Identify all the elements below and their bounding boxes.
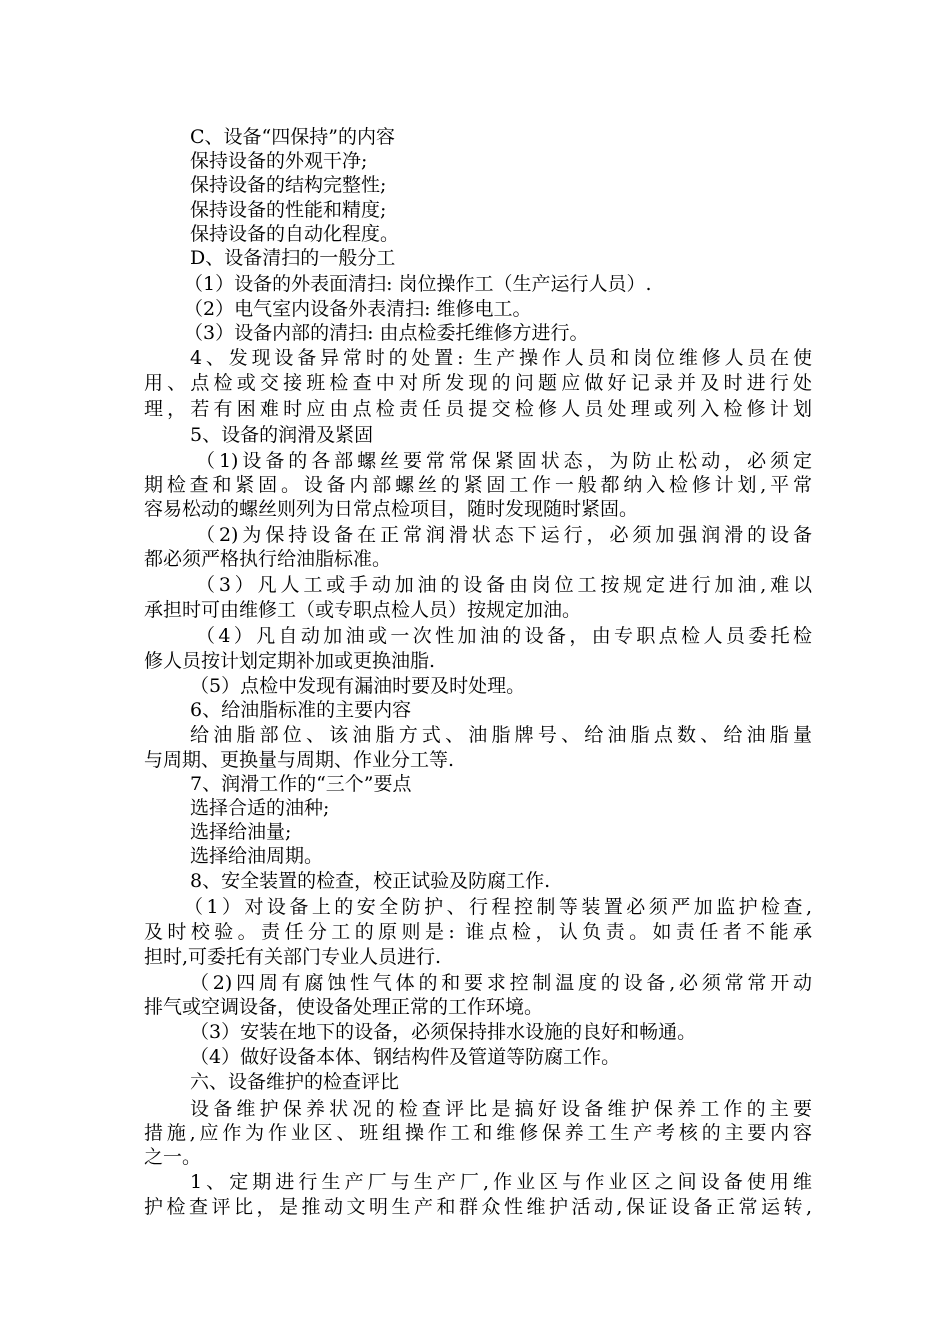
text-line: 6、给油脂标准的主要内容 (190, 699, 412, 721)
text-line: 修人员按计划定期补加或更换油脂. (144, 650, 436, 672)
text-line: D、设备清扫的一般分工 (190, 247, 396, 269)
text-line: （2)为保持设备在正常润滑状态下运行，必须加强润滑的设备 (196, 524, 812, 546)
text-line: 保持设备的性能和精度; (190, 199, 387, 221)
text-line: 选择给油周期。 (190, 845, 324, 867)
text-line: 给油脂部位、该油脂方式、油脂牌号、给油脂点数、给油脂量 (190, 724, 812, 746)
text-line: （4）凡自动加油或一次性加油的设备，由专职点检人员委托检 (196, 625, 812, 647)
text-line: 5、设备的润滑及紧固 (190, 424, 374, 446)
text-line: 之一。 (144, 1146, 202, 1168)
text-line: 容易松动的螺丝则列为日常点检项目，随时发现随时紧固。 (144, 498, 639, 520)
text-line: （1）设备的外表面清扫: 岗位操作工（生产运行人员）. (184, 273, 652, 295)
text-line: 保持设备的结构完整性; (190, 174, 387, 196)
text-line: 及时校验。责任分工的原则是: 谁点检，认负责。如责任者不能承 (144, 921, 812, 943)
text-line: （1)设备的各部螺丝要常常保紧固状态，为防止松动，必须定 (196, 450, 812, 472)
text-line: 1、定期进行生产厂与生产厂,作业区与作业区之间设备使用维 (190, 1171, 812, 1193)
text-line: （4）做好设备本体、钢结构件及管道等防腐工作。 (190, 1046, 621, 1068)
text-line: 保持设备的外观干净; (190, 150, 368, 172)
text-line: （1）对设备上的安全防护、行程控制等装置必须严加监护检查, (184, 896, 812, 918)
text-line: 担时,可委托有关部门专业人员进行. (144, 946, 442, 968)
text-line: 都必须严格执行给油脂标准。 (144, 548, 392, 570)
text-line: 7、润滑工作的“三个”要点 (190, 773, 412, 795)
text-line: 设备维护保养状况的检查评比是搞好设备维护保养工作的主要 (190, 1098, 812, 1120)
text-line: 与周期、更换量与周期、作业分工等. (144, 749, 455, 771)
text-line: 理，若有困难时应由点检责任员提交检修人员处理或列入检修计划 (144, 398, 812, 420)
text-line: （5）点检中发现有漏油时要及时处理。 (190, 675, 526, 697)
text-line: 护检查评比，是推动文明生产和群众性维护活动,保证设备正常运转, (144, 1196, 812, 1218)
text-line: （2）电气室内设备外表清扫: 维修电工。 (184, 298, 532, 320)
text-line: （3）凡人工或手动加油的设备由岗位工按规定进行加油,难以 (196, 574, 812, 596)
text-line: （3）设备内部的清扫: 由点检委托维修方进行。 (184, 322, 589, 344)
text-line: 选择合适的油种; (190, 797, 330, 819)
text-line: 保持设备的自动化程度。 (190, 223, 400, 245)
text-line: 8、安全装置的检查，校正试验及防腐工作. (190, 870, 551, 892)
text-line: （2)四周有腐蚀性气体的和要求控制温度的设备,必须常常开动 (190, 972, 812, 994)
text-line: （3）安装在地下的设备，必须保持排水设施的良好和畅通。 (190, 1021, 697, 1043)
text-line: 措施,应作为作业区、班组操作工和维修保养工生产考核的主要内容 (144, 1122, 812, 1144)
text-line: C、设备“四保持”的内容 (190, 126, 395, 148)
text-line: 用、点检或交接班检查中对所发现的问题应做好记录并及时进行处 (144, 372, 812, 394)
text-line: 期检查和紧固。设备内部螺丝的紧固工作一般都纳入检修计划,平常 (144, 474, 812, 496)
text-line: 选择给油量; (190, 821, 292, 843)
text-line: 排气或空调设备，使设备处理正常的工作环境。 (144, 996, 544, 1018)
text-line: 4、发现设备异常时的处置: 生产操作人员和岗位维修人员在使 (190, 347, 812, 369)
text-line: 六、设备维护的检查评比 (190, 1071, 400, 1093)
text-line: 承担时可由维修工（或专职点检人员）按规定加油。 (144, 599, 582, 621)
